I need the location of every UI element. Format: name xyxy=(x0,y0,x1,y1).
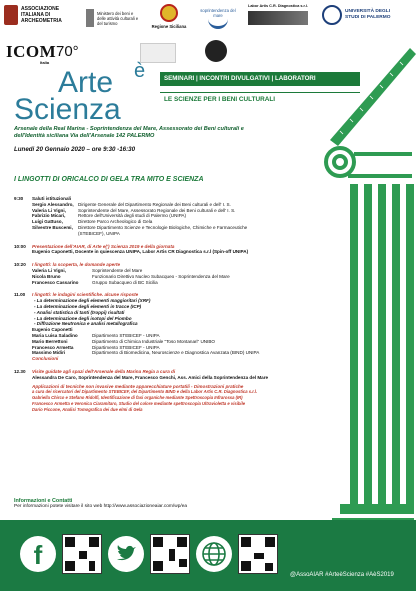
speaker-name: Maria Luisa Saladino xyxy=(32,332,78,338)
venue-line-1 xyxy=(14,126,320,133)
twitter-qr-code xyxy=(150,534,190,574)
speaker-role: Gruppo Subacqueo di BC Sicilia xyxy=(92,279,158,285)
session-4-time: 11.00 xyxy=(14,292,26,298)
ionic-column-decoration xyxy=(318,140,414,540)
session-4-rows xyxy=(14,327,314,356)
regione-logo xyxy=(148,4,190,36)
speaker-name: Sergio Alessandro, xyxy=(32,201,74,207)
speaker-name: Mario Berrettoni xyxy=(32,338,68,344)
speaker-name: Luigi Gattuso, xyxy=(32,219,63,225)
session-6-line-2: Gabriella Chirco e Stefano Ridolfi, Identificazione di fasi organiche mediante Spettroscopia Infrarossa (IR) xyxy=(32,395,243,401)
title-arte: Arte xyxy=(58,66,114,99)
banner-bottom-text: LE SCIENZE PER I BENI CULTURALI xyxy=(164,96,276,103)
session-6-line-1: a cura dei ricercatori del Dipartimento STEBICEF, del Dipartimento BIND e della Labor Artis C.R. Diagnostica s.r.l. xyxy=(32,389,258,395)
session-2-line: Eugenio Caponetti, Docente in quiescenza UNIPA, Labor Artis CR Diagnostica s.r.l (Spin-off UNIPA) xyxy=(32,249,249,255)
speaker-name: Francesco Armetta xyxy=(32,344,74,350)
universita-logo xyxy=(322,3,414,27)
session-6-title: Applicazioni di tecniche non invasive mediante apparecchiature portatili - Dimostrazioni pratiche xyxy=(32,383,244,389)
soprintendenza-text: soprintendenza del mare xyxy=(200,8,236,18)
icom-text: ICOM xyxy=(6,42,57,61)
speaker-name xyxy=(32,231,78,237)
banner-top-text: SEMINARI | INCONTRI DIVULGATIVI | LABORATORI xyxy=(164,75,316,82)
session-4-conclusion: Conclusioni xyxy=(32,356,59,362)
topic-item: - Analisi statistica di tanti (troppi) risultati xyxy=(34,309,125,315)
laboratori-logo xyxy=(248,4,318,32)
event-date: Lunedi 20 Gennaio 2020 – ore 9:30 -16:30 xyxy=(14,146,136,153)
speaker-name: Nicola Bruno xyxy=(32,273,61,279)
wave-icon xyxy=(208,19,228,29)
speaker-row xyxy=(32,350,314,356)
session-1-rows xyxy=(14,202,314,237)
speaker-row xyxy=(32,280,314,286)
session-1-title: Saluti istituzionali xyxy=(32,196,72,201)
session-1-time: 9:30 xyxy=(14,196,24,201)
trinacria-icon xyxy=(160,4,178,22)
ruler-decoration xyxy=(320,40,416,150)
speaker-role: Dirigente Generale del Dipartimento Regionale dei Beni culturali e dell' I. S. xyxy=(78,201,231,207)
facebook-qr-code xyxy=(62,534,102,574)
speaker-name: Valeria Li Vigni, xyxy=(32,267,66,273)
session-6-line-3: Francesco Armetta e Veronica Ciaramitaro, Studio del colore mediante spettroscopia Ultravioletta e visibile xyxy=(32,400,246,406)
venue-block xyxy=(14,126,320,153)
unipa-seal-icon xyxy=(322,5,342,25)
info-block xyxy=(14,498,314,510)
session-5-line: Alessandra De Caro, Soprintendenza del Mare, Francesco Genchi, Ass. Amici della Soprintendenza del Mare xyxy=(32,374,269,380)
speaker-role: Soprintendente del Mare xyxy=(92,267,143,273)
aiar-title: ASSOCIAZIONE ITALIANA DI ARCHEOMETRIA xyxy=(21,6,62,24)
venue-name: Arsenale della Real Marina xyxy=(14,126,85,132)
venue-line-1-rest: - Soprintendenza del Mare, Assessorato dei Beni culturali e xyxy=(84,126,244,132)
speaker-role: Funzionario Direttivo Nucleo Subacqueo - Soprintendenza del Mare xyxy=(92,273,230,279)
speaker-role: Soprintendente del Mare, Assessorato Regionale dei Beni culturali e dell' I. S. xyxy=(78,207,236,213)
footer-hashtags: @AssoAIAR #ArteèScienza #AèS2019 xyxy=(290,572,394,578)
topic-item: - Diffrazione Neutronica e analisi metallografica xyxy=(34,321,138,327)
venue-line-2: dell'Identità siciliana Via dell'Arsenale 142 PALERMO xyxy=(14,133,155,139)
session-3-rows xyxy=(14,268,314,285)
title-e: è xyxy=(134,60,146,82)
event-title: I LINGOTTI DI ORICALCO DI GELA TRA MITO E SCIENZA xyxy=(14,176,204,183)
speaker-role: Direttore Dipartimento Scienze e Tecnologie Biologiche, Chimiche e Farmaceutiche xyxy=(78,224,248,230)
ministero-emblem-icon xyxy=(86,9,94,27)
session-2-title: Presentazione dell'AIAR, di Arte e(') Scienza 2019 e della giornata xyxy=(32,243,175,249)
topic-item: - La determinazione degli elementi maggioritari (XRF) xyxy=(34,298,151,304)
twitter-icon[interactable] xyxy=(108,536,144,572)
speaker-role: (STEBICEF), UNIPA xyxy=(78,230,120,236)
icom-country: Italia xyxy=(40,60,50,65)
partner-logo-1 xyxy=(140,43,176,63)
session-3-title: I lingotti: la scoperta, le domande aperte xyxy=(32,262,121,268)
session-2-time: 10:00 xyxy=(14,243,26,249)
icom-logo xyxy=(6,42,57,65)
speaker-name: Massimo Midiri xyxy=(32,350,66,356)
regione-text: Regione Siciliana xyxy=(151,24,187,29)
speaker-role: Dipartimento STEBICEF - UNIPA xyxy=(92,332,160,338)
globe-icon[interactable] xyxy=(196,536,232,572)
aiar-logo xyxy=(4,3,78,27)
laboratori-mark-icon xyxy=(248,11,308,25)
ministero-text: Ministero dei beni e delle attività culturali e del turismo xyxy=(97,10,139,26)
speaker-name: Eugenio Caponetti xyxy=(32,327,73,333)
info-title: Informazioni e Contatti xyxy=(14,498,73,504)
program xyxy=(14,196,314,413)
website-qr-code xyxy=(238,534,278,574)
speaker-role: Dipartimento STEBICEF - UNIPA xyxy=(92,344,160,350)
session-4-items xyxy=(14,298,314,327)
speaker-role: Dipartimento di Biomedicina, Neuroscienze e Diagnostica Avanzata (BIND) UNIPA xyxy=(92,350,260,356)
session-3-time: 10:20 xyxy=(14,262,26,268)
ministero-logo xyxy=(86,3,142,33)
topic-item: - La determinazione degli isotopi del Piombo xyxy=(34,315,132,321)
soprintendenza-logo xyxy=(195,8,241,36)
speaker-name: Valeria Li Vigni, xyxy=(32,207,66,213)
info-line: Per informazioni potete visitare il sito web http://www.associazioneaiar.com/wp/ea xyxy=(14,504,188,509)
partner-logo-2 xyxy=(205,40,227,62)
aiar-emblem-icon xyxy=(4,5,18,25)
universita-text: UNIVERSITÀ DEGLI STUDI DI PALERMO xyxy=(345,9,391,20)
session-6-block xyxy=(14,384,314,413)
speaker-role: Dipartimento di Chimica Industriale "Toso Montanari" UNIBO xyxy=(92,338,216,344)
topic-item: - La determinazione degli elementi in tracce (ICP) xyxy=(34,303,142,309)
anniversary-text: 70° xyxy=(56,43,79,60)
speaker-name: Francesco Cassarino xyxy=(32,279,79,285)
session-4-title: I lingotti: le indagini scientifiche. alcune risposte xyxy=(32,292,139,298)
title-scienza: Scienza xyxy=(14,93,121,126)
laboratori-text: Labor Artis C.R. Diagnostica s.r.l. xyxy=(248,4,308,8)
session-5-time: 12.30 xyxy=(14,368,26,374)
speaker-name: Silvestre Buscemi, xyxy=(32,224,73,230)
session-5-title: Visite guidate agli spazi dell'Arsenale della Marina Regia a cura di xyxy=(32,368,176,374)
footer-bar xyxy=(0,520,416,591)
speaker-role: Rettore dell'Università degli studi di Palermo (UNIPA) xyxy=(78,213,187,219)
speaker-name: Fabrizio Micari, xyxy=(32,213,66,219)
facebook-icon[interactable]: f xyxy=(20,536,56,572)
speaker-role: Direttore Parco Archeologico di Gela xyxy=(78,219,153,225)
session-6-line-4: Dario Piccone, Analisi Tomografica dei due elmi di Gela xyxy=(32,406,143,412)
speaker-row xyxy=(32,231,314,237)
